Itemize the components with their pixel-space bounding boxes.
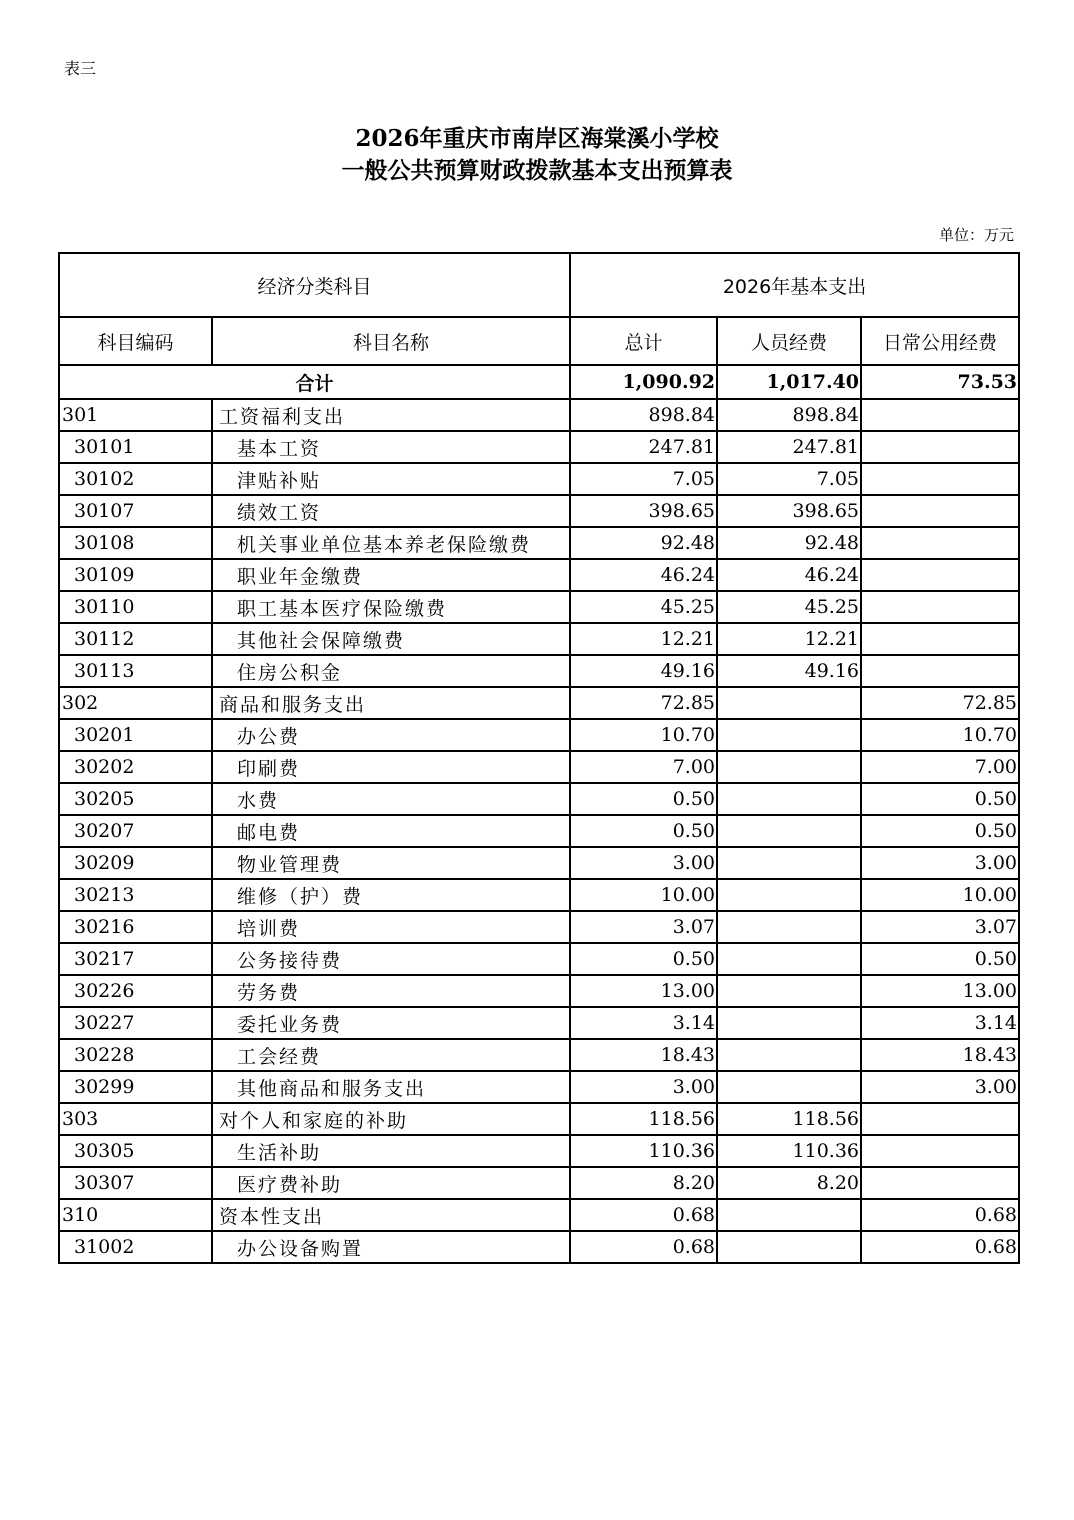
row-code: 31002 <box>59 1231 212 1263</box>
row-code: 302 <box>59 687 212 719</box>
row-total: 46.24 <box>570 559 717 591</box>
row-code: 30213 <box>59 879 212 911</box>
table-row <box>59 1007 1019 1039</box>
row-personnel: 247.81 <box>717 431 861 463</box>
table-row <box>59 751 1019 783</box>
table-row <box>59 623 1019 655</box>
row-name: 工资福利支出 <box>212 399 570 431</box>
table-row <box>59 911 1019 943</box>
row-name: 资本性支出 <box>212 1199 570 1231</box>
row-public: 3.00 <box>861 847 1019 879</box>
row-name: 其他商品和服务支出 <box>212 1071 570 1103</box>
row-name: 物业管理费 <box>212 847 570 879</box>
row-public: 72.85 <box>861 687 1019 719</box>
row-name: 职工基本医疗保险缴费 <box>212 591 570 623</box>
row-name: 对个人和家庭的补助 <box>212 1103 570 1135</box>
row-code: 30307 <box>59 1167 212 1199</box>
table-row <box>59 527 1019 559</box>
row-personnel: 118.56 <box>717 1103 861 1135</box>
row-public: 18.43 <box>861 1039 1019 1071</box>
total-row <box>59 365 1019 399</box>
budget-table <box>58 252 1020 1264</box>
row-name: 生活补助 <box>212 1135 570 1167</box>
row-name: 培训费 <box>212 911 570 943</box>
total-label: 合计 <box>59 365 570 399</box>
row-public: 10.00 <box>861 879 1019 911</box>
row-public: 0.50 <box>861 943 1019 975</box>
row-public: 0.50 <box>861 815 1019 847</box>
row-name: 商品和服务支出 <box>212 687 570 719</box>
row-total: 10.70 <box>570 719 717 751</box>
row-name: 职业年金缴费 <box>212 559 570 591</box>
table-row <box>59 1071 1019 1103</box>
header-name: 科目名称 <box>212 317 570 365</box>
row-name: 机关事业单位基本养老保险缴费 <box>212 527 570 559</box>
table-row <box>59 879 1019 911</box>
table-row <box>59 431 1019 463</box>
total-public: 73.53 <box>861 365 1019 399</box>
row-public: 0.68 <box>861 1231 1019 1263</box>
table-row <box>59 591 1019 623</box>
row-code: 30109 <box>59 559 212 591</box>
table-row <box>59 399 1019 431</box>
row-total: 7.00 <box>570 751 717 783</box>
row-name: 维修（护）费 <box>212 879 570 911</box>
table-row <box>59 1167 1019 1199</box>
table-row <box>59 559 1019 591</box>
total-personnel: 1,017.40 <box>717 365 861 399</box>
row-personnel <box>717 943 861 975</box>
row-name: 办公费 <box>212 719 570 751</box>
row-personnel: 12.21 <box>717 623 861 655</box>
row-public <box>861 399 1019 431</box>
row-personnel <box>717 687 861 719</box>
row-personnel: 49.16 <box>717 655 861 687</box>
table-row <box>59 1039 1019 1071</box>
row-public <box>861 463 1019 495</box>
header-personnel: 人员经费 <box>717 317 861 365</box>
row-public <box>861 495 1019 527</box>
table-row <box>59 847 1019 879</box>
row-name: 委托业务费 <box>212 1007 570 1039</box>
page-title-line1: 2026年重庆市南岸区海棠溪小学校 <box>355 125 719 152</box>
row-name: 劳务费 <box>212 975 570 1007</box>
header-economic-category: 经济分类科目 <box>59 253 570 317</box>
row-personnel <box>717 879 861 911</box>
row-public: 10.70 <box>861 719 1019 751</box>
row-personnel <box>717 975 861 1007</box>
row-name: 基本工资 <box>212 431 570 463</box>
row-total: 118.56 <box>570 1103 717 1135</box>
row-total: 110.36 <box>570 1135 717 1167</box>
row-name: 公务接待费 <box>212 943 570 975</box>
row-name: 办公设备购置 <box>212 1231 570 1263</box>
row-total: 3.07 <box>570 911 717 943</box>
row-name: 其他社会保障缴费 <box>212 623 570 655</box>
row-personnel <box>717 911 861 943</box>
row-public <box>861 1103 1019 1135</box>
row-code: 310 <box>59 1199 212 1231</box>
row-personnel: 110.36 <box>717 1135 861 1167</box>
table-row <box>59 1103 1019 1135</box>
row-total: 12.21 <box>570 623 717 655</box>
row-public <box>861 431 1019 463</box>
table-row <box>59 655 1019 687</box>
table-row <box>59 975 1019 1007</box>
page-title-line2: 一般公共预算财政拨款基本支出预算表 <box>341 157 733 184</box>
table-row <box>59 1135 1019 1167</box>
row-name: 水费 <box>212 783 570 815</box>
row-personnel: 898.84 <box>717 399 861 431</box>
row-code: 30228 <box>59 1039 212 1071</box>
row-code: 30205 <box>59 783 212 815</box>
row-public <box>861 1135 1019 1167</box>
row-code: 30202 <box>59 751 212 783</box>
row-name: 邮电费 <box>212 815 570 847</box>
row-name: 医疗费补助 <box>212 1167 570 1199</box>
row-public <box>861 655 1019 687</box>
row-code: 30227 <box>59 1007 212 1039</box>
row-code: 30101 <box>59 431 212 463</box>
row-name: 住房公积金 <box>212 655 570 687</box>
header-basic-expenditure: 2026年基本支出 <box>570 253 1019 317</box>
table-row <box>59 783 1019 815</box>
row-code: 301 <box>59 399 212 431</box>
row-total: 92.48 <box>570 527 717 559</box>
row-code: 30216 <box>59 911 212 943</box>
row-total: 247.81 <box>570 431 717 463</box>
row-total: 45.25 <box>570 591 717 623</box>
row-personnel: 92.48 <box>717 527 861 559</box>
row-personnel <box>717 783 861 815</box>
row-personnel: 8.20 <box>717 1167 861 1199</box>
row-personnel: 398.65 <box>717 495 861 527</box>
row-code: 303 <box>59 1103 212 1135</box>
row-personnel <box>717 1039 861 1071</box>
row-code: 30113 <box>59 655 212 687</box>
row-code: 30305 <box>59 1135 212 1167</box>
row-total: 0.50 <box>570 783 717 815</box>
row-code: 30209 <box>59 847 212 879</box>
row-code: 30201 <box>59 719 212 751</box>
row-public <box>861 623 1019 655</box>
row-code: 30108 <box>59 527 212 559</box>
total-total: 1,090.92 <box>570 365 717 399</box>
row-personnel <box>717 815 861 847</box>
row-total: 3.14 <box>570 1007 717 1039</box>
row-name: 绩效工资 <box>212 495 570 527</box>
row-code: 30207 <box>59 815 212 847</box>
row-total: 3.00 <box>570 847 717 879</box>
row-code: 30299 <box>59 1071 212 1103</box>
row-total: 18.43 <box>570 1039 717 1071</box>
row-total: 0.68 <box>570 1231 717 1263</box>
row-code: 30110 <box>59 591 212 623</box>
row-total: 3.00 <box>570 1071 717 1103</box>
header-total: 总计 <box>570 317 717 365</box>
row-personnel <box>717 847 861 879</box>
row-total: 0.50 <box>570 943 717 975</box>
row-personnel: 7.05 <box>717 463 861 495</box>
row-total: 72.85 <box>570 687 717 719</box>
table-row <box>59 1231 1019 1263</box>
row-total: 8.20 <box>570 1167 717 1199</box>
header-code: 科目编码 <box>59 317 212 365</box>
row-total: 0.50 <box>570 815 717 847</box>
row-public: 0.50 <box>861 783 1019 815</box>
unit-label: 单位：万元 <box>938 226 1014 244</box>
table-row <box>59 463 1019 495</box>
table-number-label: 表三 <box>64 59 97 78</box>
row-public: 7.00 <box>861 751 1019 783</box>
row-public: 0.68 <box>861 1199 1019 1231</box>
row-code: 30102 <box>59 463 212 495</box>
row-name: 津贴补贴 <box>212 463 570 495</box>
row-personnel: 46.24 <box>717 559 861 591</box>
table-row <box>59 719 1019 751</box>
table-row <box>59 815 1019 847</box>
table-row <box>59 1199 1019 1231</box>
row-public <box>861 527 1019 559</box>
row-total: 13.00 <box>570 975 717 1007</box>
row-name: 工会经费 <box>212 1039 570 1071</box>
row-personnel <box>717 1231 861 1263</box>
row-personnel <box>717 1071 861 1103</box>
row-code: 30107 <box>59 495 212 527</box>
row-public: 3.00 <box>861 1071 1019 1103</box>
row-total: 49.16 <box>570 655 717 687</box>
row-total: 898.84 <box>570 399 717 431</box>
header-public: 日常公用经费 <box>861 317 1019 365</box>
row-name: 印刷费 <box>212 751 570 783</box>
row-personnel <box>717 719 861 751</box>
row-personnel <box>717 1007 861 1039</box>
row-public <box>861 559 1019 591</box>
row-total: 10.00 <box>570 879 717 911</box>
row-public <box>861 591 1019 623</box>
row-public <box>861 1167 1019 1199</box>
table-row <box>59 687 1019 719</box>
row-total: 398.65 <box>570 495 717 527</box>
row-public: 3.14 <box>861 1007 1019 1039</box>
row-personnel <box>717 1199 861 1231</box>
table-row <box>59 943 1019 975</box>
row-code: 30226 <box>59 975 212 1007</box>
row-public: 3.07 <box>861 911 1019 943</box>
row-personnel <box>717 751 861 783</box>
row-personnel: 45.25 <box>717 591 861 623</box>
row-total: 7.05 <box>570 463 717 495</box>
table-row <box>59 495 1019 527</box>
row-code: 30112 <box>59 623 212 655</box>
row-public: 13.00 <box>861 975 1019 1007</box>
row-code: 30217 <box>59 943 212 975</box>
row-total: 0.68 <box>570 1199 717 1231</box>
